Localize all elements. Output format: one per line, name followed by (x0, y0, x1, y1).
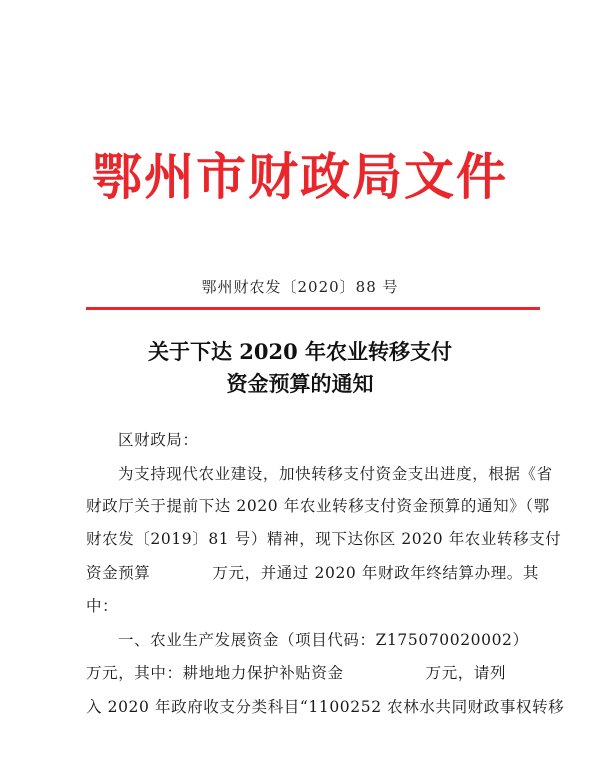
body-line: 一、农业生产发展资金（项目代码：Z175070020002） (118, 631, 529, 649)
body-text-span: 万元，请列 (425, 664, 507, 682)
body-text-span: 万元，并通过 2020 年财政年终结算办理。其 (212, 564, 540, 582)
body-line: 财农发〔2019〕81 号）精神，现下达你区 2020 年农业转移支付 (86, 530, 562, 548)
document-subject (0, 336, 600, 400)
body-line: 为支持现代农业建设，加快转移支付资金支出进度，根据《省 (118, 465, 553, 483)
body-line: 入 2020 年政府收支分类科目“1100252 农林水共同财政事权转移 (86, 698, 565, 716)
body-line: 财政厅关于提前下达 2020 年农业转移支付资金预算的通知》（鄂 (86, 497, 550, 515)
subject-line-1: 关于下达 2020 年农业转移支付 (147, 339, 453, 364)
body-line (86, 561, 546, 583)
document-number: 鄂州财农发〔2020〕88 号 (201, 278, 399, 296)
body-line: 中： (86, 597, 119, 615)
subject-line-2: 资金预算的通知 (226, 371, 374, 396)
issuer-header-title: 鄂州市财政局文件 (92, 147, 508, 206)
body-text-span: 万元，其中：耕地地力保护补贴资金 (86, 664, 344, 682)
body-line (86, 661, 546, 683)
salutation: 区财政局： (118, 431, 199, 449)
red-divider-line (86, 307, 540, 310)
body-text-span: 资金预算 (86, 564, 151, 582)
